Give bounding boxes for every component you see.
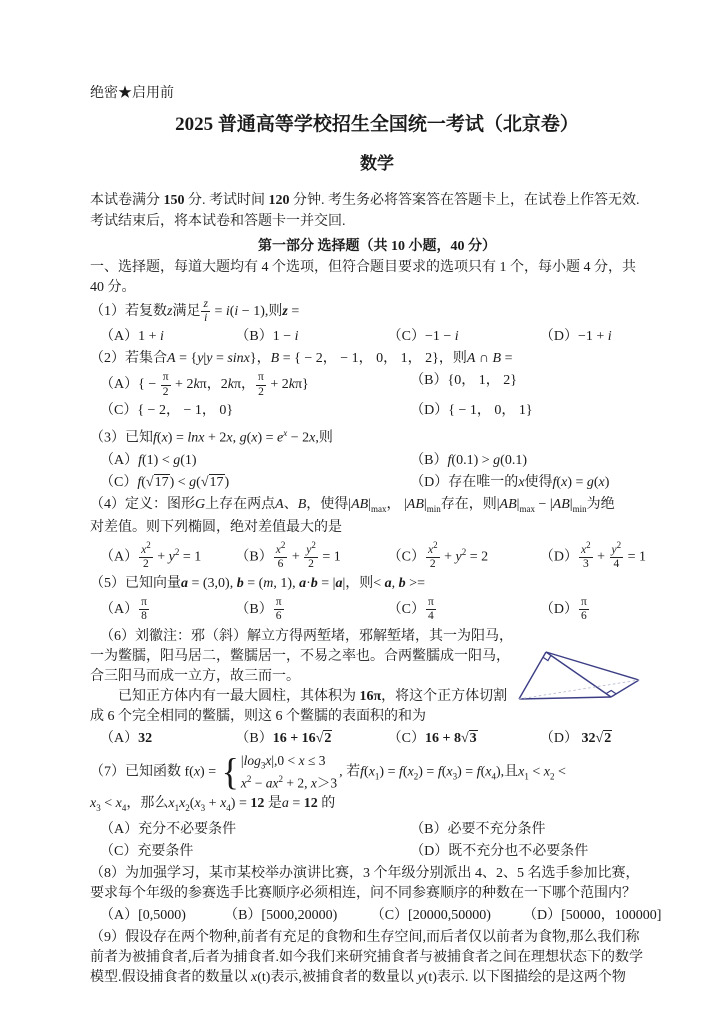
- option: （D）[50000，100000]: [522, 907, 662, 923]
- option: （A）[0,5000): [100, 907, 186, 923]
- text-line: 合三阳马而成一立方，故三而一。: [90, 669, 300, 685]
- options-row: [90, 729, 664, 749]
- text-line: 已知正方体内有一最大圆柱，其体积为 16π，将这个正方体切割: [118, 689, 508, 705]
- options-row: [90, 401, 664, 421]
- question-stem: （5）已知向量a = (3,0), b = (m, 1), a·b = |a|，则< a, b >=: [90, 575, 425, 591]
- option: （B）必要不充分条件: [410, 821, 546, 837]
- question-6-block: [90, 627, 664, 727]
- option: （A）f(1) < g(1): [100, 452, 197, 468]
- question-stem: （9）假设存在两个物种,前者有充足的食物和生存空间,而后者仅以前者为食物,那么我们称: [90, 929, 640, 945]
- text-line: 模型.假设捕食者的数量以 x(t)表示,被捕食者的数量以 y(t)表示. 以下图描绘的是这两个物: [90, 969, 626, 985]
- option: （C） $\frac{\pi}{4}$: [387, 595, 434, 622]
- option: （C）{ − 2， − 1， 0}: [100, 402, 234, 418]
- options-row: [90, 540, 664, 571]
- option: （B）{0， 1， 2}: [410, 373, 517, 389]
- question-stem: （8）为加强学习，某市某校举办演讲比赛，3 个年级分别派出 4、2、5 名选手参加比赛，: [90, 865, 640, 881]
- option: （C）充要条件: [100, 843, 194, 859]
- option: （A） $\frac{\pi}{8}$: [100, 595, 147, 622]
- section-note: 40 分。: [90, 280, 136, 295]
- option: （C）−1 − i: [387, 329, 459, 345]
- instruction-line: 考试结束后，将本试卷和答题卡一并交回.: [90, 214, 346, 229]
- text-line: （6）刘徽注：邪（斜）解立方得两堑堵，邪解堑堵，其一为阳马，: [100, 629, 513, 645]
- page-title: 2025 普通高等学校招生全国统一考试（北京卷）: [175, 114, 579, 135]
- option: （D） $\frac{\pi}{6}$: [539, 595, 587, 622]
- section-header: 第一部分 选择题（共 10 小题，40 分）: [258, 239, 496, 254]
- question-stem: （1）若复数z满足 $\frac{z}{i}$ = i(i − 1),则z =: [90, 298, 300, 325]
- option: （B）f(0.1) > g(0.1): [410, 452, 527, 468]
- option: （D）既不充分也不必要条件: [410, 843, 589, 859]
- question-stem: （2）若集合A = {y|y = sinx}，B = { − 2， − 1， 0， 1， 2}，则A ∩ B =: [90, 351, 513, 367]
- hidden-edge-dashed-line: [519, 680, 639, 699]
- options-row: [90, 820, 664, 840]
- option: （B） $\frac{\pi}{6}$: [235, 595, 282, 622]
- option: （C）16 + 8√3: [387, 731, 477, 747]
- text-line: 要求每个年级的参赛选手比赛顺序必须相连，问不同参赛顺序的种数在一下哪个范围内？: [90, 885, 636, 901]
- text-line: 成 6 个完全相同的鳖臑，则这 6 个鳖臑的表面积的和为: [90, 709, 426, 725]
- text-line: 对差值。则下列椭圆，绝对差值最大的是: [90, 520, 342, 536]
- text-line: 前者为被捕食者,后者为捕食者.如今我们来研究捕食者与被捕食者之间在理想状态下的数学: [90, 949, 643, 965]
- options-row: [90, 327, 664, 347]
- options-row: [90, 906, 664, 926]
- option: （B）1 − i: [235, 329, 299, 345]
- question-stem: （4）定义：图形G上存在两点A、B，使得$|AB|_{max}$， $|AB|_{min}$存在，则$|AB|_{max} - |AB|_{min}$为绝: [90, 496, 615, 514]
- option: （D） 32√2: [539, 731, 612, 747]
- option: （B） $\frac{x^2}{6}$ + $\frac{y^2}{2}$ = 1: [235, 540, 341, 571]
- options-row: [90, 473, 664, 493]
- question-stem: （7）已知函数 f(x) = { $|\log_3x|,0 < x \le 3$ $x^2 - ax^2 + 2$, x＞3 , 若$f(x_1) = f(x_2) = f(x_3) = f(x_4)$,且$x_1 < x_2$ <: [90, 751, 566, 794]
- subject-title: 数学: [360, 154, 394, 173]
- option: （C）f(√17) < g(√17): [100, 474, 230, 490]
- option: （A）{ − $\frac{\pi}{2}$ + 2kπ，2kπ， $\frac{\pi}{2}$ + 2kπ}: [100, 371, 309, 398]
- option: （A）充分不必要条件: [100, 821, 237, 837]
- option: （A）1 + i: [100, 329, 164, 345]
- instruction-line: 本试卷满分 150 分. 考试时间 120 分钟. 考生务必将答案答在答题卡上，在试卷上作答无效.: [90, 193, 640, 208]
- question-stem: （3）已知f(x) = lnx + 2x, $g(x) = e^x - 2x$,则: [90, 427, 333, 446]
- option: （D） $\frac{x^2}{3}$ + $\frac{y^2}{4}$ = 1: [539, 540, 647, 571]
- option: （D）存在唯一的x使得f(x) = g(x): [410, 474, 610, 490]
- classified-label: 绝密★启用前: [90, 86, 174, 101]
- option: （D）−1 + i: [539, 329, 612, 345]
- document-body: [90, 298, 664, 988]
- options-row: [90, 842, 664, 862]
- text-line: $x_3 < x_4$，那么$x_1x_2(x_3 + x_4) = 12$ 是a = 12 的: [90, 795, 336, 813]
- tetrahedron-figure: [504, 617, 674, 709]
- option: （C）[20000,50000): [370, 907, 491, 923]
- option: （B）[5000,20000): [224, 907, 338, 923]
- option: （C） $\frac{x^2}{2}$ + $y^2 = 2$: [387, 540, 489, 571]
- text-line: 一为鳖臑，阳马居二，鳖臑居一，不易之率也。合两鳖臑成一阳马，: [90, 649, 510, 665]
- option: （B）16 + 16√2: [235, 731, 332, 747]
- section-note: 一、选择题，每道大题均有 4 个选项，但符合题目要求的选项只有 1 个，每小题 4 分，共: [90, 260, 636, 275]
- options-row: [90, 371, 664, 398]
- option: （A） $\frac{x^2}{2}$ + $y^2 = 1$: [100, 540, 202, 571]
- options-row: [90, 451, 664, 471]
- option: （A）32: [100, 731, 153, 747]
- option: （D）{ − 1， 0， 1}: [410, 402, 533, 418]
